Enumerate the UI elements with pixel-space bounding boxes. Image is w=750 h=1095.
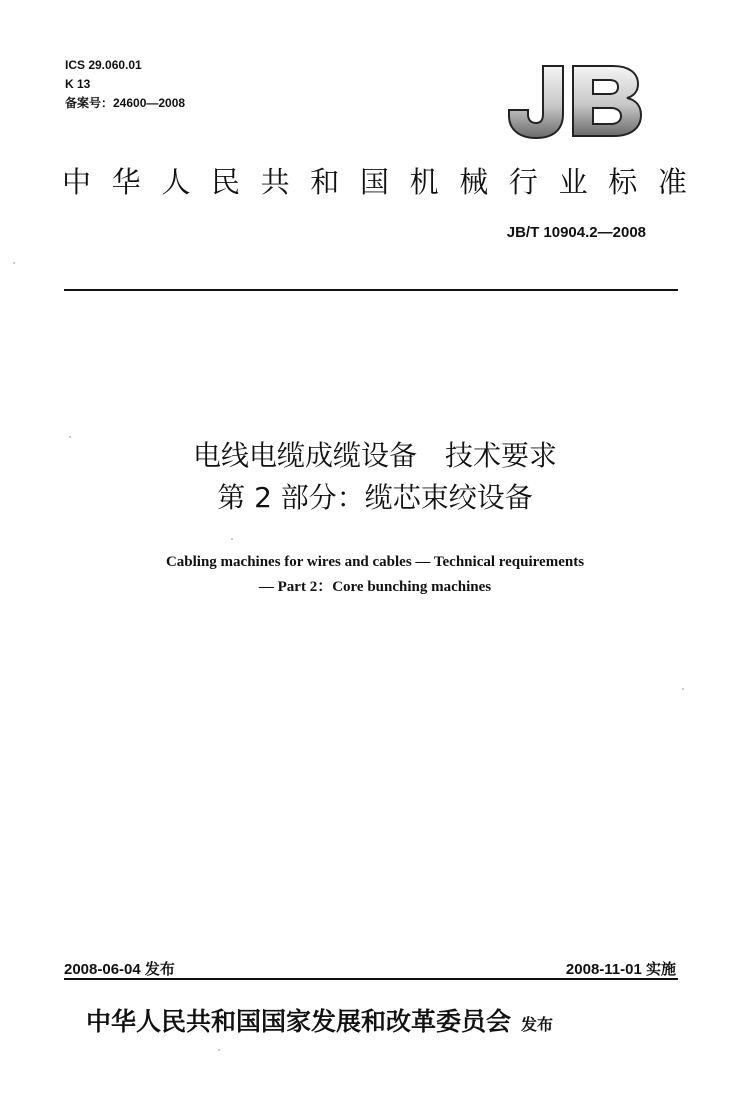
- title-char: 人: [161, 165, 191, 199]
- document-metadata: [65, 56, 185, 113]
- title-char: 标: [608, 165, 638, 199]
- category-code: K 13: [65, 77, 91, 91]
- chinese-title-line-1: 电线电缆成缆设备 技术要求: [192, 439, 557, 472]
- scan-speck: [682, 688, 684, 690]
- scan-speck: [231, 538, 233, 540]
- title-char: 和: [310, 165, 340, 199]
- ics-code: ICS 29.060.01: [65, 58, 142, 72]
- filing-number: 备案号：24600—2008: [65, 96, 186, 110]
- title-char: 械: [459, 165, 489, 199]
- title-char: 准: [657, 165, 687, 199]
- title-char: 机: [409, 165, 439, 199]
- scan-speck: [69, 436, 71, 438]
- header-divider: [64, 289, 678, 291]
- publisher-suffix: 发布: [521, 1015, 554, 1034]
- title-char: 民: [210, 165, 240, 199]
- english-title-line-2: — Part 2：Core bunching machines: [258, 579, 492, 595]
- scan-speck: [218, 1049, 220, 1051]
- implementation-date: 2008-11-01 实施: [565, 961, 676, 978]
- title-char: 共: [260, 165, 290, 199]
- footer-divider: [64, 978, 678, 980]
- english-title-line-1: Cabling machines for wires and cables — Technical requirements: [165, 554, 585, 570]
- title-char: 华: [111, 165, 141, 199]
- title-char: 行: [508, 165, 538, 199]
- publisher: [86, 1002, 553, 1038]
- jb-logo-icon: [505, 60, 645, 140]
- scan-speck: [13, 262, 15, 264]
- standard-number: JB/T 10904.2—2008: [506, 224, 646, 241]
- publisher-name: 中华人民共和国国家发展和改革委员会: [86, 1007, 512, 1036]
- chinese-title-line-2: 第 2 部分：缆芯束绞设备: [217, 481, 533, 514]
- standard-title: [62, 160, 687, 201]
- title-char: 中: [62, 165, 92, 199]
- issue-date: 2008-06-04 发布: [64, 961, 175, 978]
- title-char: 业: [558, 165, 588, 199]
- title-char: 国: [359, 165, 389, 199]
